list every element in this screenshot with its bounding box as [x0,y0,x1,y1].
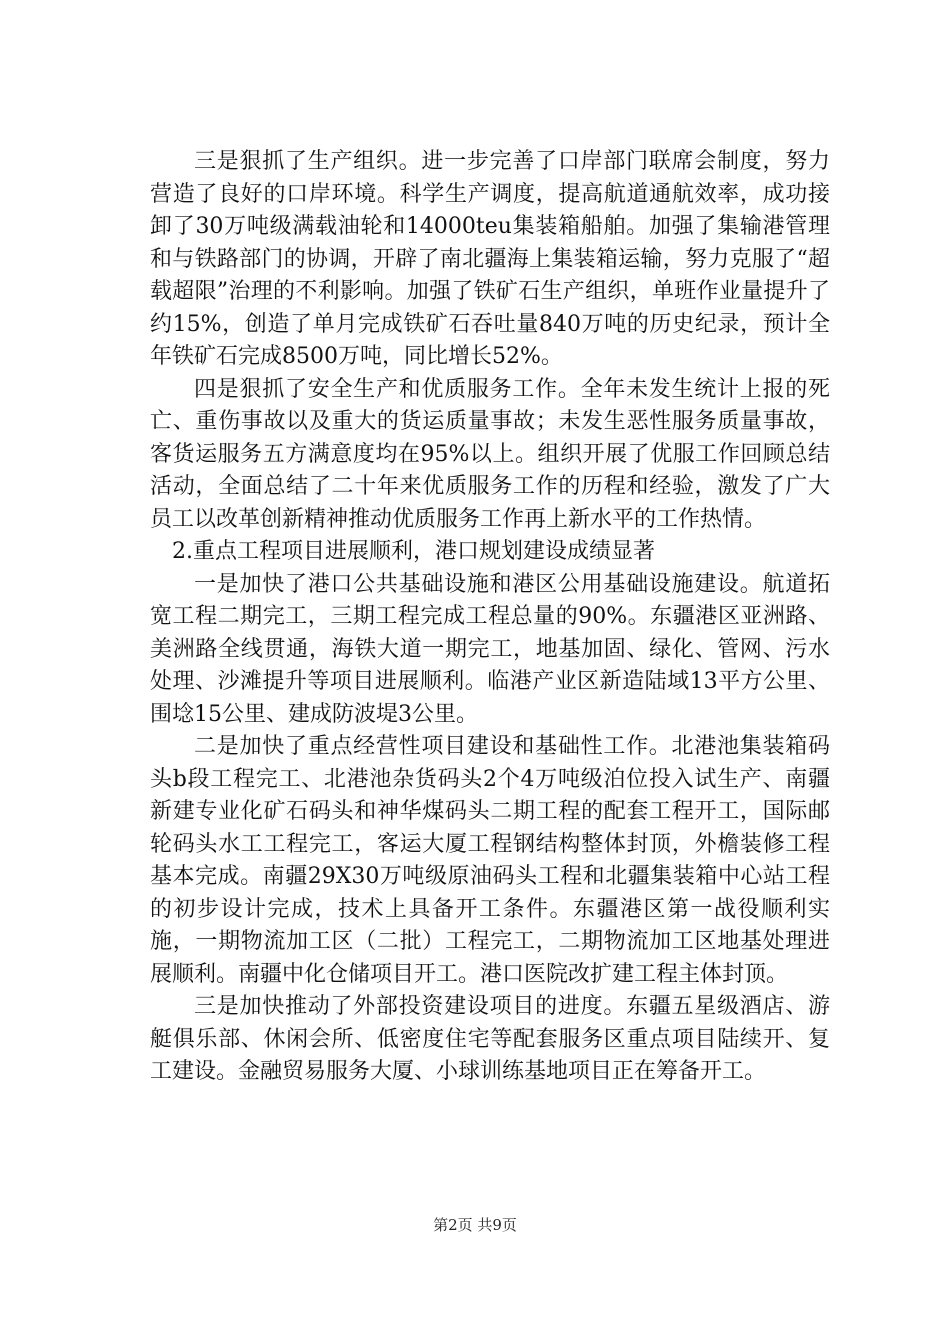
paragraph-safety-service: 四是狠抓了安全生产和优质服务工作。全年未发生统计上报的死亡、重伤事故以及重大的货运质量事故；未发生恶性服务质量事故，客货运服务五方满意度均在95%以上。组织开展了优服工作回顾总结活动，全面总结了二十年来优质服务工作的历程和经验，激发了广大员工以改革创新精神推动优质服务工作再上新水平的工作热情。 [150,376,830,532]
page-footer: 第2页 共9页 [433,1216,517,1234]
paragraph-key-projects: 二是加快了重点经营性项目建设和基础性工作。北港池集装箱码头b段工程完工、北港池杂货码头2个4万吨级泊位投入试生产、南疆新建专业化矿石码头和神华煤码头二期工程的配套工程开工，国际邮轮码头水工工程完工，客运大厦工程钢结构整体封顶，外檐装修工程基本完成。南疆29X30万吨级原油码头工程和北疆集装箱中心站工程的初步设计完成，技术上具备开工条件。东疆港区第一战役顺利实施，一期物流加工区（二批）工程完工，二期物流加工区地基处理进展顺利。南疆中化仓储项目开工。港口医院改扩建工程主体封顶。 [150,734,830,987]
document-body [150,146,830,1089]
paragraph-external-investment: 三是加快推动了外部投资建设项目的进度。东疆五星级酒店、游艇俱乐部、休闲会所、低密度住宅等配套服务区重点项目陆续开、复工建设。金融贸易服务大厦、小球训练基地项目正在筹备开工。 [150,994,830,1084]
paragraph-infrastructure: 一是加快了港口公共基础设施和港区公用基础设施建设。航道拓宽工程二期完工，三期工程完成工程总量的90%。东疆港区亚洲路、美洲路全线贯通，海铁大道一期完工，地基加固、绿化、管网、污水处理、沙滩提升等项目进展顺利。临港产业区新造陆域13平方公里、围埝15公里、建成防波堤3公里。 [150,571,830,727]
paragraph-production: 三是狠抓了生产组织。进一步完善了口岸部门联席会制度，努力营造了良好的口岸环境。科学生产调度，提高航道通航效率，成功接卸了30万吨级满载油轮和14000teu集装箱船舶。加强了集输港管理和与铁路部门的协调，开辟了南北疆海上集装箱运输，努力克服了“超载超限”治理的不利影响。加强了铁矿石生产组织，单班作业量提升了约15%，创造了单月完成铁矿石吞吐量840万吨的历史纪录，预计全年铁矿石完成8500万吨，同比增长52%。 [150,149,830,369]
section-heading: 2.重点工程项目进展顺利，港口规划建设成绩显著 [172,539,655,564]
